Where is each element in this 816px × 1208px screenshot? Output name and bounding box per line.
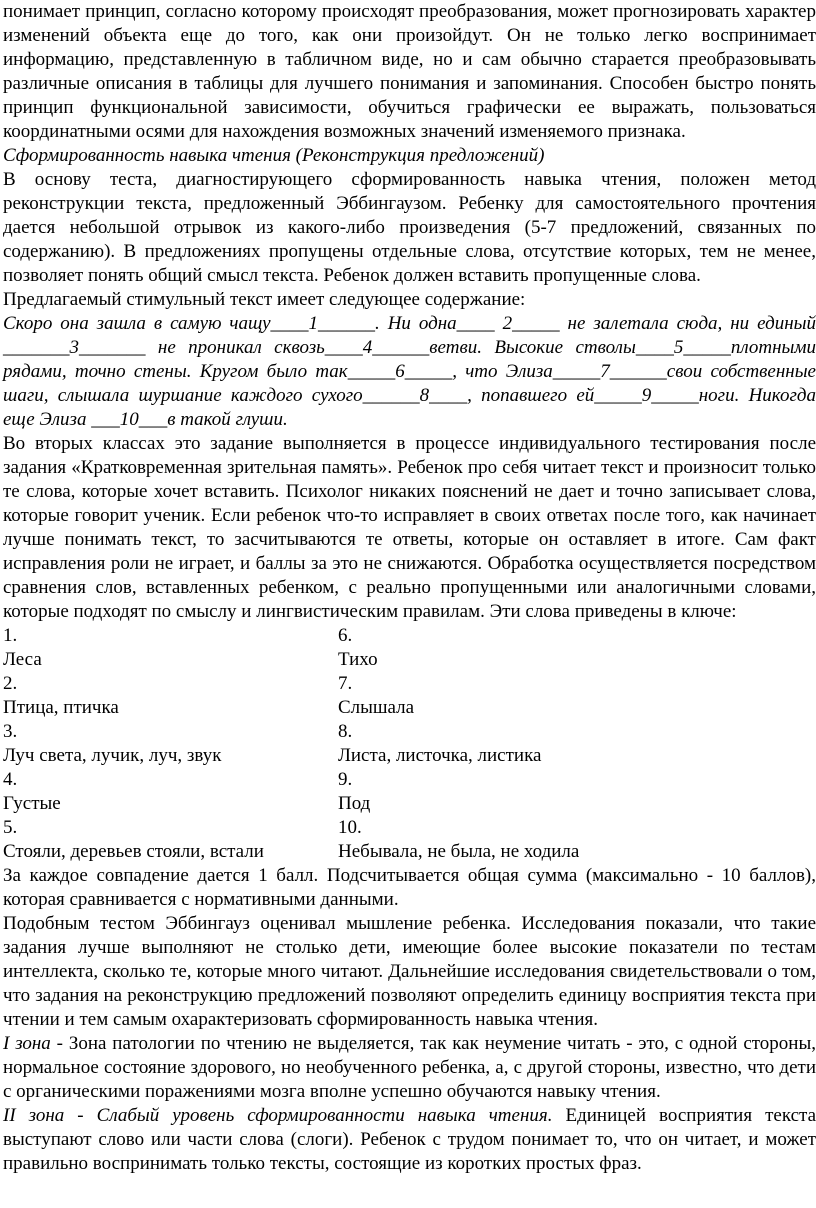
key-item: 3. Луч света, лучик, луч, звук (3, 721, 222, 766)
key-item: 5. Стояли, деревьев стояли, встали (3, 817, 264, 862)
zone-1-text: Зона патологии по чтению не выделяется, так как неумение читать - это, с одной стороны, нормальное состояние здорового, но необученного ребенка, а, с другой стороны, известно, что дети с органическими поражениями мозга вполне успешно обучаются навыку чтения. (3, 1033, 816, 1102)
zone-1-label: I зона - (3, 1033, 63, 1054)
zone-2-text: Единицей восприятия текста выступают слово или части слова (слоги). Ребенок с трудом понимает то, что он читает, и может правильно воспринимать только тексты, состоящие из коротких простых фраз. (3, 1105, 816, 1174)
key-item: 10. Небывала, не была, не ходила (338, 817, 580, 862)
zone-2-title: Слабый уровень сформированности навыка чтения. (83, 1105, 553, 1126)
key-item: 1. Леса (3, 625, 42, 670)
key-item: 2. Птица, птичка (3, 673, 119, 718)
answer-key (3, 624, 816, 864)
key-item: 7. Слышала (338, 673, 415, 718)
paragraph-scoring: За каждое совпадение дается 1 балл. Подсчитывается общая сумма (максимально - 10 баллов), которая сравнивается с нормативными данными. (3, 865, 816, 910)
paragraph-zone-2 (3, 1104, 816, 1176)
key-item: 4. Густые (3, 769, 61, 814)
paragraph-method: В основу теста, диагностирующего сформированность навыка чтения, положен метод реконструкции текста, предложенный Эббингаузом. Ребенку для самостоятельного прочтения дается небольшой отрывок из какого-либо произведения (5-7 предложений, связанных по содержанию). В предложениях пропущены отдельные слова, отсутствие которых, тем не менее, позволяет понять общий смысл текста. Ребенок должен вставить пропущенные слова. (3, 169, 816, 286)
zone-2-label: II зона - (3, 1105, 84, 1126)
section-heading: Сформированность навыка чтения (Реконструкция предложений) (3, 145, 545, 166)
key-item: 6. Тихо (338, 625, 378, 670)
key-item: 9. Под (338, 769, 371, 814)
stimulus-text: Скоро она зашла в самую чащу____1______. Ни одна____ 2_____ не залетала сюда, ни единый _______3_______ не проникал сквозь____4______ветви. Высокие стволы____5_____плотными рядами, точно стены. Кругом было так_____6_____, что Элиза_____7______свои собственные шаги, слышала шуршание каждого сухого______8____, попавшего ей_____9_____ноги. Никогда еще Элиза ___10___в такой глуши. (3, 313, 816, 430)
paragraph-research: Подобным тестом Эббингауз оценивал мышление ребенка. Исследования показали, что такие задания лучше выполняют не столько дети, имеющие более высокие показатели по тестам интеллекта, сколько те, которые много читают. Дальнейшие исследования свидетельствовали о том, что задания на реконструкцию предложений позволяют определить единицу восприятия текста при чтении и тем самым охарактеризовать сформированность навыка чтения. (3, 913, 816, 1030)
paragraph-zone-1 (3, 1032, 816, 1104)
paragraph-intro: понимает принцип, согласно которому происходят преобразования, может прогнозировать характер изменений объекта еще до того, как они произойдут. Он не только легко воспринимает информацию, представленную в табличном виде, но и сам обычно старается преобразовывать различные описания в таблицы для лучшего понимания и запоминания. Способен быстро понять принцип функциональной зависимости, обучиться графически ее выражать, пользоваться координатными осями для нахождения возможных значений изменяемого признака. (3, 1, 816, 142)
paragraph-stimulus-intro: Предлагаемый стимульный текст имеет следующее содержание: (3, 289, 526, 310)
key-item: 8. Листа, листочка, листика (338, 721, 542, 766)
paragraph-procedure: Во вторых классах это задание выполняется в процессе индивидуального тестирования после задания «Кратковременная зрительная память». Ребенок про себя читает текст и произносит только те слова, которые хочет вставить. Психолог никаких пояснений не дает и точно записывает слова, которые говорит ученик. Если ребенок что-то исправляет в своих ответах после того, как начинает лучше понимать текст, то засчитываются те ответы, которые он оставляет в итоге. Сам факт исправления роли не играет, и баллы за это не снижаются. Обработка осуществляется посредством сравнения слов, вставленных ребенком, с реально пропущенными или аналогичными словами, которые подходят по смыслу и лингвистическим правилам. Эти слова приведены в ключе: (3, 433, 816, 622)
